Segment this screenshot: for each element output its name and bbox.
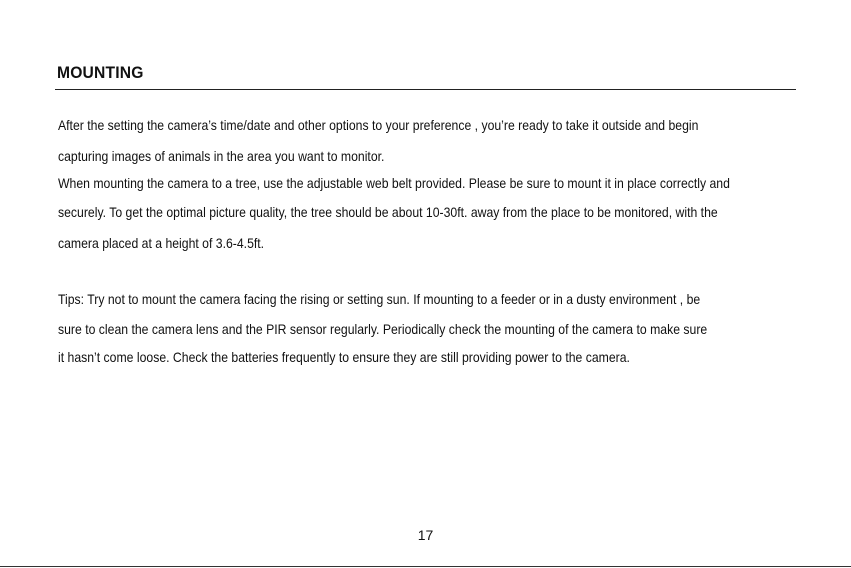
text-line: capturing images of animals in the area you want to monitor. — [58, 149, 385, 164]
text-line: it hasn’t come loose. Check the batteries frequently to ensure they are still providing power to the camera. — [58, 350, 630, 365]
text-line: Tips: Try not to mount the camera facing the rising or setting sun. If mounting to a feeder or in a dusty environment , be — [58, 292, 701, 307]
text-line: When mounting the camera to a tree, use the adjustable web belt provided. Please be sure to mount it in place correctly and — [58, 176, 730, 191]
page-number: 17 — [417, 527, 434, 543]
text-line: After the setting the camera’s time/date and other options to your preference , you’re ready to take it outside and begin — [58, 118, 699, 133]
text-line: camera placed at a height of 3.6-4.5ft. — [58, 236, 265, 251]
text-line: sure to clean the camera lens and the PIR sensor regularly. Periodically check the mounting of the camera to make sure — [58, 322, 708, 337]
heading-rule — [55, 89, 796, 90]
page-bottom-rule — [0, 566, 851, 567]
section-heading: MOUNTING — [57, 63, 144, 82]
text-line: securely. To get the optimal picture quality, the tree should be about 10-30ft. away from the place to be monitored, with the — [58, 205, 718, 220]
